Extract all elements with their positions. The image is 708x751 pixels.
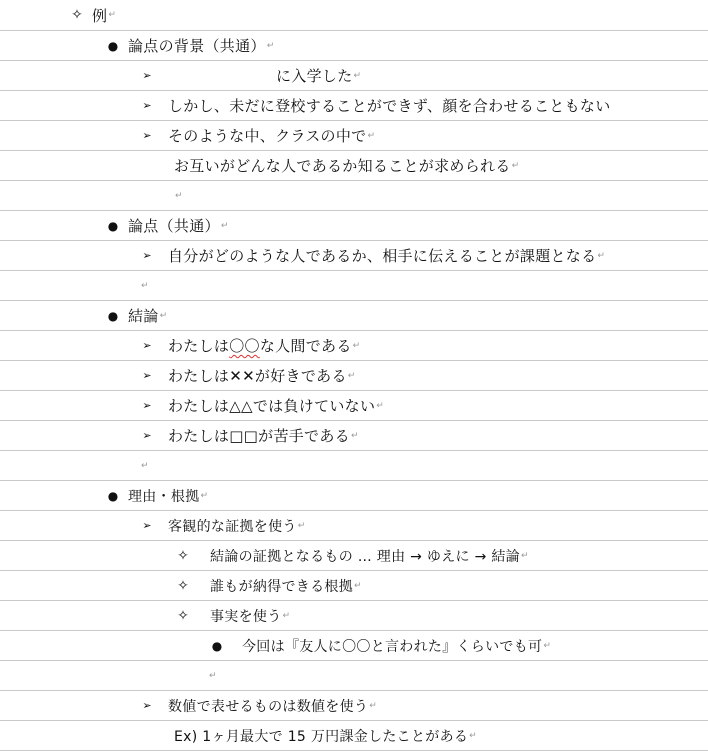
convincing-basis: 誰もが納得できる根拠: [210, 578, 353, 595]
doc-line: [0, 511, 708, 541]
friend-said-text: 今回は『友人に〇〇と言われた』くらいでも可: [242, 638, 543, 655]
doc-line: [0, 241, 708, 271]
arrow-bullet-icon: ➢: [142, 129, 152, 142]
return-mark-icon: ↵: [220, 220, 229, 231]
doc-line: [0, 61, 708, 91]
diamond-bullet-icon: ✧: [177, 547, 189, 564]
dot-bullet-icon: ●: [107, 488, 119, 503]
return-mark-icon: ↵: [266, 40, 275, 51]
doc-line: [0, 661, 708, 691]
return-mark-icon: ↵: [282, 610, 291, 621]
dot-bullet-icon: ●: [107, 308, 119, 323]
objective-evidence: 客観的な証拠を使う: [168, 518, 297, 535]
return-mark-icon: ↵: [597, 250, 605, 261]
return-mark-icon: ↵: [543, 640, 551, 651]
conclusion-person-prefix: わたしは: [168, 337, 230, 355]
topic-background: 論点の背景（共通）: [128, 37, 266, 55]
return-mark-icon: ↵: [350, 430, 359, 441]
return-mark-icon: ↵: [108, 10, 116, 20]
conclusion-heading: 結論: [128, 307, 159, 325]
use-facts: 事実を使う: [210, 608, 282, 625]
conclusion-not-losing: わたしは△△では負けていない: [168, 397, 376, 415]
dot-bullet-icon: ●: [211, 638, 223, 653]
doc-line: [0, 721, 708, 751]
evidence-flow: 結論の証拠となるもの … 理由 → ゆえに → 結論: [210, 548, 520, 565]
arrow-bullet-icon: ➢: [142, 249, 152, 262]
return-mark-icon: ↵: [159, 310, 168, 321]
conclusion-weak: わたしは□□が苦手である: [168, 427, 350, 445]
doc-line: [0, 601, 708, 631]
return-mark-icon: ↵: [141, 280, 149, 291]
doc-line: [0, 151, 708, 181]
diamond-bullet-icon: ✧: [177, 607, 189, 624]
return-mark-icon: ↵: [354, 580, 362, 591]
arrow-bullet-icon: ➢: [142, 519, 152, 532]
conclusion-likes: わたしは✕✕が好きである: [168, 367, 347, 385]
doc-line: [0, 451, 708, 481]
know-each-other-text: お互いがどんな人であるか知ることが求められる: [174, 157, 511, 175]
return-mark-icon: ↵: [175, 190, 183, 201]
doc-line: [0, 541, 708, 571]
doc-line: [0, 91, 708, 121]
arrow-bullet-icon: ➢: [142, 339, 152, 352]
doc-line: [0, 691, 708, 721]
return-mark-icon: ↵: [367, 130, 375, 141]
conclusion-person-suffix: な人間である: [259, 337, 352, 355]
return-mark-icon: ↵: [209, 670, 217, 681]
return-mark-icon: ↵: [511, 160, 520, 171]
doc-line: [0, 331, 708, 361]
dot-bullet-icon: ●: [107, 38, 119, 53]
doc-line: [0, 301, 708, 331]
diamond-bullet-icon: ✧: [177, 577, 189, 594]
arrow-bullet-icon: ➢: [142, 429, 152, 442]
arrow-bullet-icon: ➢: [142, 399, 152, 412]
doc-line: [0, 181, 708, 211]
return-mark-icon: ↵: [200, 490, 209, 501]
use-numbers: 数値で表せるものは数値を使う: [168, 698, 369, 715]
doc-line: [0, 421, 708, 451]
example-spending: Ex) 1ヶ月最大で 15 万円課金したことがある: [174, 728, 469, 745]
not-attended-text: しかし、未だに登校することができず、顔を合わせることもない: [168, 97, 611, 115]
doc-line: [0, 481, 708, 511]
doc-line: [0, 391, 708, 421]
doc-line: [0, 0, 708, 31]
doc-line: [0, 31, 708, 61]
diamond-bullet-icon: ✧: [71, 7, 83, 23]
arrow-bullet-icon: ➢: [142, 699, 152, 712]
task-text: 自分がどのような人であるか、相手に伝えることが課題となる: [168, 247, 597, 265]
doc-line: [0, 271, 708, 301]
heading-example: 例: [92, 6, 108, 25]
doc-line: [0, 211, 708, 241]
in-class-text: そのような中、クラスの中で: [168, 127, 367, 145]
return-mark-icon: ↵: [369, 700, 377, 711]
spellcheck-placeholder: 〇〇: [229, 337, 260, 355]
arrow-bullet-icon: ➢: [142, 69, 152, 82]
doc-line: [0, 631, 708, 661]
return-mark-icon: ↵: [352, 340, 361, 351]
doc-line: [0, 361, 708, 391]
return-mark-icon: ↵: [353, 70, 362, 81]
doc-line: [0, 571, 708, 601]
reason-heading: 理由・根拠: [128, 488, 200, 505]
topic-common: 論点（共通）: [128, 217, 220, 235]
return-mark-icon: ↵: [347, 370, 356, 381]
doc-line: [0, 121, 708, 151]
enrolled-text: に入学した: [276, 67, 353, 85]
arrow-bullet-icon: ➢: [142, 99, 152, 112]
return-mark-icon: ↵: [297, 520, 306, 531]
dot-bullet-icon: ●: [107, 218, 119, 233]
return-mark-icon: ↵: [141, 460, 149, 471]
arrow-bullet-icon: ➢: [142, 369, 152, 382]
return-mark-icon: ↵: [520, 550, 529, 561]
return-mark-icon: ↵: [376, 400, 384, 411]
return-mark-icon: ↵: [469, 730, 477, 741]
